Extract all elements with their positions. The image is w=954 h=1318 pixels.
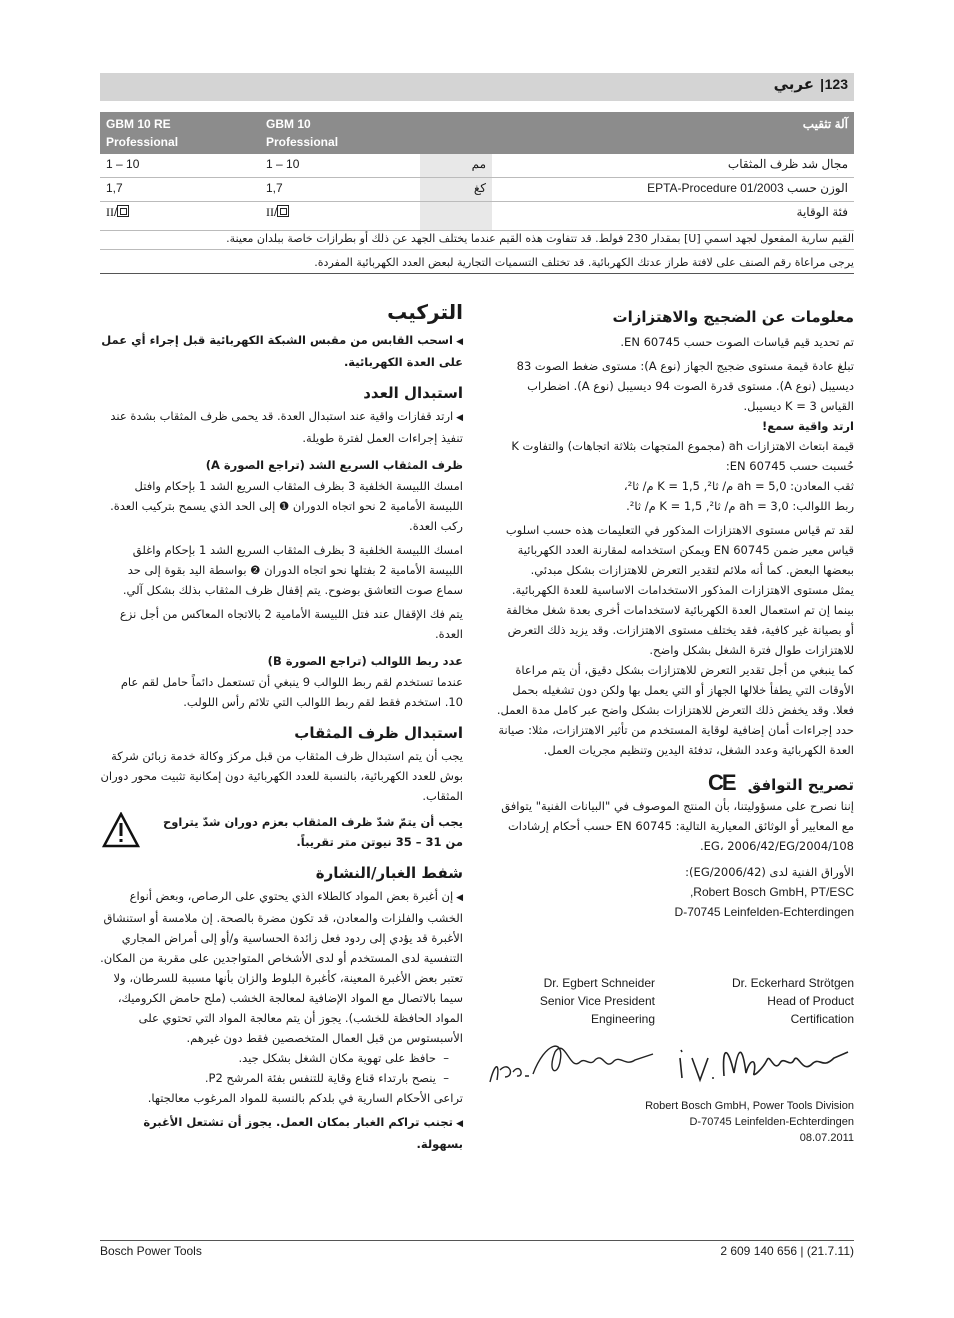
assembly-warning: ◀ اسحب القابس من مقبس الشبكة الكهربائية قبل إجراء أي عمل على العدة الكهربائية. [100, 330, 463, 372]
company-address: D-70745 Leinfelden-Echterdingen [689, 1116, 854, 1128]
dust-p2: تعتبر بعض الأغبرة المعينة، كأغبرة البلوط والزان بأنها مسببة للسرطان، ولا سيما بالاتصال مع المواد الإضافية لمعالجة الخشب (ملح حامض الكروميك، المواد الحافظة للخشب). يجوز أن يتم معالجة المواد التي تحتوي على الأسبستوس من قبل العمال المتخصصين فقط دون غيرهم. [113, 971, 463, 1045]
signatory-right-dept: Certification [790, 1012, 854, 1026]
declaration-date: 08.07.2011 [799, 1132, 854, 1144]
noise-warning: ارتد واقية سمع! [762, 419, 854, 433]
col2-model: GBM 10 [266, 117, 311, 131]
noise-values: تبلغ عادة قيمة مستوى ضجيج الجهاز (نوع A): مستوى ضغط الصوت 83 ديسيبل (نوع A). مستوى قدرة الصوت 94 ديسيبل (نوع A). اضطراب القياس K = 3 ديسيبل. [516, 359, 854, 413]
cell-label: الوزن حسب EPTA-Procedure 01/2003 [492, 178, 854, 202]
cell-col2: 1,7 [260, 178, 420, 202]
dust-list-item-text: ينصح بارتداء قناع وقاية للتنفس بفئة المرشح P2. [204, 1071, 436, 1085]
unit-header [420, 112, 492, 154]
keyless-chuck-p3: يتم فك الإقفال عند فتل اللبيسة الأمامية 2 بالاتجاه المعاكس من أجل نزع العدة. [119, 607, 463, 641]
tech-docs-address-1: Robert Bosch GmbH, PT/ESC, [689, 885, 854, 899]
section-title-chuck-change: استبدال ظرف المثقاب [294, 724, 463, 742]
label-header: آلة تثقيب [492, 112, 854, 154]
section-title-dust: شفط الغبار/النشارة [315, 864, 463, 882]
keyless-chuck-p1: امسك اللبيسة الخلفية 3 بظرف المثقاب السريع الشد 1 بإحكام وافتل اللبيسة الأمامية 2 نحو اتجاه الدوران ❶ إلى الحد الذي يسمح بتركيب العدة. ركب العدة. [110, 479, 463, 533]
tech-docs-label: الأوراق الفنية لدى (2006/42/EG): [685, 865, 854, 879]
noise-intro: تم تحديد قيم قياسات الصوت حسب EN 60745. [620, 335, 854, 349]
vibration-p5: حدد إجراءات أمان إضافية لوقاية المستخدم من تأثير الاهتزازات، مثلا: صيانة العدة الكهربائية وعدد الشغل، تدفئة اليدين وتنظيم مجريات العمل. [498, 723, 854, 757]
keyless-chuck-p2: امسك اللبيسة الخلفية 3 بظرف المثقاب السريع الشد 1 بإحكام واغلق اللبيسة الأمامية 2 بفتلها نحو اتجاه الدوران ❷ بواسطة اليد بقوة إلى حد سماع صوت التعاشق بوضوح. يتم إقفال ظرف المثقاب بذلك بشكل آلي. [122, 543, 463, 597]
vibration-drilling: ثقب المعادن: ah = 5,0 م/ ثا², K = 1,5 م/ ثا²، [623, 479, 854, 493]
company-block [600, 1098, 854, 1146]
signatory-left-dept: Engineering [590, 1012, 655, 1026]
vibration-p3: يمثل مستوى الاهتزازات المذكور الاستخدامات الاساسية للعدة الكهربائية. بينما إن تم استعمال العدة الكهربائية لاستخدامات أخرى بعدة شغل مخالفة أو بصيانة غير كافية، فقد يختلف مستوى الاهتزازات. وقد يزيد ذلك التعرض للاهتزازات طوال فترة الشغل بشكل واضح. [506, 583, 854, 657]
signature-left-icon [485, 1032, 660, 1092]
cell-unit: كغ [420, 178, 492, 202]
protection-class-text: II [106, 205, 114, 219]
dust-list-item: – حافظ على تهوية مكان الشغل بشكل جيد. [238, 1051, 449, 1065]
section-title-noise: معلومات عن الضجيج والاهتزازات [612, 308, 854, 326]
vibration-p2: لقد تم قياس مستوى الاهتزازات المذكور في التعليمات هذه حسب اسلوب قياس معير ضمن EN 60745 ويمكن استخدامه لمقارنة العدد الكهربائية ببعضها البعض. كما أنه ملائم لتقدير التعرض للاهتزازات بشكل مبدئي. [505, 523, 854, 577]
table-note-voltage: القيم سارية المفعول لجهد اسمي [U] بمقدار 230 فولط. قد تتفاوت هذه القيم عندما يختلف الجهد عن ذلك أو بطرازات خاصة ببلدان معينة. [100, 232, 854, 250]
signatory-left [495, 974, 655, 1028]
left-column [100, 300, 463, 1154]
cell-col1: II/ [100, 202, 260, 231]
ce-mark-icon: CE [708, 770, 735, 795]
footer-doc-number: 2 609 140 656 | (21.7.11) [720, 1244, 854, 1258]
table-row [100, 202, 854, 231]
double-insulation-icon [277, 205, 289, 217]
cell-unit: مم [420, 154, 492, 178]
screwdriver-bits-title: عدد ربط اللوالب (تراجع الصورة B) [267, 654, 463, 668]
section-title-assembly: التركيب [387, 300, 463, 324]
keyless-chuck-title: ظرف المثقاب السريع الشد (تراجع الصورة A) [205, 458, 463, 472]
protection-class-text: II [266, 205, 274, 219]
col2-series: Professional [266, 135, 339, 149]
chuck-change-p: يجب أن يتم استبدال ظرف المثقاب من قبل مركز وكالة خدمة زبائن شركة بوش للعدد الكهربائية، بالنسبة للعدد الكهربائية دون إمكانية تثبيت محور دوران المثقاب. [100, 749, 463, 803]
cell-unit [420, 202, 492, 231]
double-insulation-icon [117, 205, 129, 217]
signatory-right [680, 974, 854, 1028]
table-row [100, 154, 854, 178]
language-label: عربي [773, 75, 814, 93]
footer-brand: Bosch Power Tools [100, 1244, 202, 1258]
cell-col2: II/ [260, 202, 420, 231]
vibration-screwing: ربط اللوالب: ah = 3,0 م/ ثا², K = 1,5 م/ ثا². [626, 499, 854, 513]
footer-rule [100, 1240, 854, 1241]
dust-p3: تراعى الأحكام السارية في بلدكم بالنسبة للمواد المرغوب معالجتها. [147, 1091, 463, 1105]
page-header-bar [100, 73, 854, 101]
table-note-article: يرجى مراعاة رقم الصنف على لافتة طراز عدتك الكهربائية. قد تختلف التسميات التجارية لبعض العدد الكهربائية المفردة. [100, 256, 854, 274]
spec-table [100, 112, 854, 231]
tech-docs-address-2: D-70745 Leinfelden-Echterdingen [674, 905, 854, 919]
signature-right-icon [672, 1028, 854, 1092]
col2-header [260, 112, 420, 154]
cell-col1: 1,7 [100, 178, 260, 202]
screwdriver-bits-p: عندما تستخدم لقم ربط اللوالب 9 ينبغي أن تستعمل دائماً حامل لقم عام 10. استخدم فقط لقم ربط اللوالب التي تلائم رأس اللولب. [120, 675, 463, 709]
col1-header [100, 112, 260, 154]
dust-list-item: – ينصح بارتداء قناع وقاية للتنفس بفئة المرشح P2. [204, 1071, 449, 1085]
col1-model: GBM 10 RE [106, 117, 171, 131]
chuck-torque-text: يجب أن يتمّ شدّ ظرف المثقاب بعزم دوران شدّ يتراوح من 31 – 35 نيوتن متر تقريباً. [162, 815, 463, 849]
section-title-conformity [495, 770, 854, 796]
conformity-title: تصريح التوافق [747, 776, 854, 794]
warning-triangle-icon [102, 812, 140, 848]
table-row [100, 178, 854, 202]
chuck-torque-warning [100, 812, 463, 852]
cell-label: مجال شد ظرف المثقاب [492, 154, 854, 178]
cell-col1: 1 – 10 [100, 154, 260, 178]
signatory-left-title: Senior Vice President [539, 994, 655, 1008]
cell-label: فئة الوقاية [492, 202, 854, 231]
dust-warning: ◀ تجنب تراكم الغبار بمكان العمل. يجوز أن تشتعل الأغبرة بسهولة. [100, 1112, 463, 1154]
company-name: Robert Bosch GmbH, Power Tools Division [645, 1100, 854, 1112]
signatory-left-name: Dr. Egbert Schneider [543, 976, 655, 990]
col1-series: Professional [106, 135, 179, 149]
header-separator: | [820, 76, 824, 92]
signatory-right-title: Head of Product [767, 994, 854, 1008]
section-title-change-tool: استبدال العدد [363, 384, 463, 402]
spec-table-header [100, 112, 854, 154]
signatory-right-name: Dr. Eckerhard Strötgen [731, 976, 854, 990]
vibration-p4: كما ينبغي من أجل تقدير التعرض للاهتزازات بشكل دقيق، أن يتم مراعاة الأوقات التي يطفأ خلالها الجهاز أو التي يعمل بها ولكن دون تشغيله بحمل فعلا. وقد يخفض ذلك التعرض للاهتزازات بشكل واضح عبر كامل مدة العمل. [496, 663, 854, 717]
right-column [495, 308, 854, 922]
change-tool-warning: ◀ ارتد قفازات واقية عند استبدال العدة. قد يحمى ظرف المثقاب بشدة عند تنفيذ إجراءات العمل لفترة طويلة. [100, 406, 463, 448]
vibration-intro: قيمة ابتعاث الاهتزازات ah (مجموع المتجهات بثلاثة اتجاهات) والتفاوت K حُسبت حسب EN 60745: [511, 439, 854, 473]
dust-list-item-text: حافظ على تهوية مكان الشغل بشكل جيد. [238, 1051, 436, 1065]
dust-p1: ◀ إن أغبرة بعض المواد كالطلاء الذي يحتوي على الرصاص، وبعض أنواع الخشب والفلزات والمعادن، قد تكون مضرة بالصحة. إن ملامسة أو استنشاق الأغبرة قد يؤدي إلى ردود فعل زائدة الحساسية و/أو إلى أمراض المجاري التنفسية لدى المستخدم أو لدى الأشخاص المتواجدين على مقربة من المكان. [100, 886, 463, 968]
page-number: 123 [824, 76, 848, 92]
cell-col2: 1 – 10 [260, 154, 420, 178]
conformity-text: إننا نصرح على مسؤوليتنا، بأن المنتج الموصوف في "البيانات الفنية" يتوافق مع المعايير أو الوثائق المعيارية التالية: EN 60745 حسب أحكام إرشادات 2004/108/EG، 2006/42/EG. [501, 799, 854, 853]
